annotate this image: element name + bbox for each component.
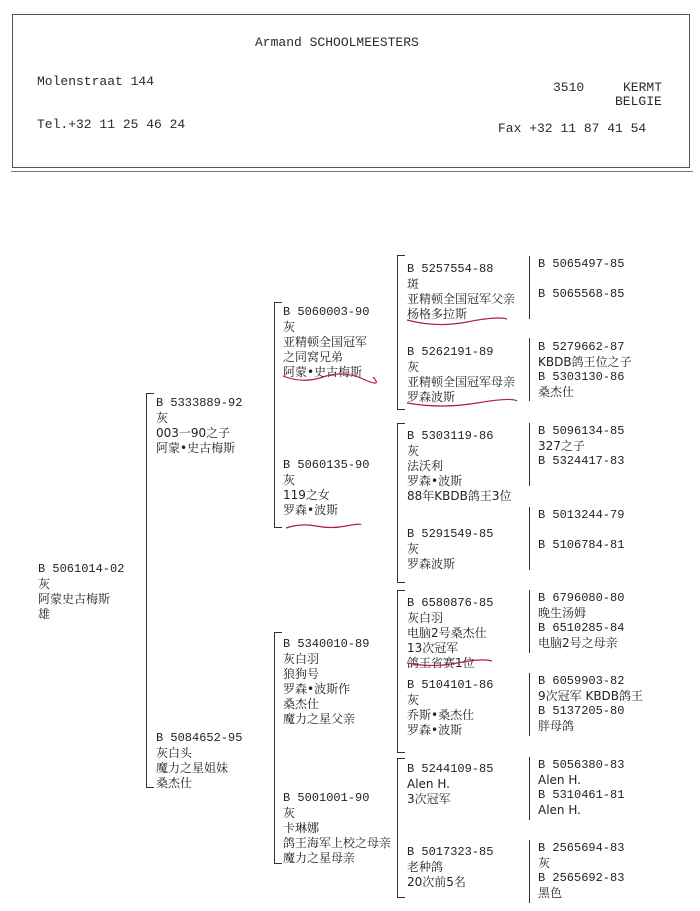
great-grandparent-2 (407, 345, 515, 405)
sire-info-line: 灰 (156, 411, 169, 425)
ring-number: B 5303119-86 (407, 429, 494, 443)
ring-number: B 6510285-84 (538, 621, 625, 635)
sire-info-line: 阿蒙•史古梅斯 (156, 441, 236, 455)
ring-number: B 5279662-87 (538, 340, 625, 354)
info-line: 狼狗号 (283, 667, 320, 681)
info-line: KBDB鸽王位之子 (538, 355, 632, 369)
bracket-gen1 (146, 393, 147, 788)
dam (156, 731, 242, 791)
info-line: 魔力之星母亲 (283, 851, 356, 865)
great-grandparent-1 (407, 262, 515, 322)
info-line: 9次冠军 KBDB鸽王 (538, 689, 644, 703)
ring-number: B 5060135-90 (283, 458, 370, 472)
info-line: 杨格多拉斯 (407, 307, 468, 321)
telephone: Tel.+32 11 25 46 24 (37, 117, 186, 132)
subject-name: 阿蒙史古梅斯 (38, 592, 111, 606)
info-line: 13次冠军 (407, 641, 459, 655)
dam-info-line: 灰白头 (156, 746, 193, 760)
bracket-gen3 (397, 758, 398, 898)
gggp-group-8 (538, 841, 624, 901)
info-line: 乔斯•桑杰仕 (407, 708, 475, 722)
bracket-tick (146, 787, 154, 788)
ring-number: B 5096134-85 (538, 424, 625, 438)
info-line: 灰 (283, 320, 296, 334)
dam-info-line: 桑杰仕 (156, 776, 193, 790)
country: BELGIE (615, 94, 662, 109)
great-grandparent-5 (407, 596, 493, 671)
gggp-group-2 (538, 340, 632, 400)
dam-ring-number: B 5084652-95 (156, 731, 243, 745)
info-line: 鸽王海军上校之母亲 (283, 836, 392, 850)
subject-bird (38, 562, 124, 622)
bracket-tick (397, 409, 405, 410)
info-line: 亚精顿全国冠军 (283, 335, 368, 349)
info-line: 罗森•波斯作 (283, 682, 351, 696)
info-line: 卡琳娜 (283, 821, 320, 835)
grandparent-3 (283, 637, 369, 727)
info-line: 灰白羽 (283, 652, 320, 666)
ring-number: B 6580876-85 (407, 596, 494, 610)
subject-sex: 雄 (38, 607, 51, 621)
gggp-group-5 (538, 591, 624, 651)
bracket-tick (274, 632, 282, 633)
info-line: 3次冠军 (407, 792, 451, 806)
ring-number: B 5137205-80 (538, 704, 625, 718)
ring-number: B 5340010-89 (283, 637, 370, 651)
ring-number: B 5257554-88 (407, 262, 494, 276)
sire (156, 396, 242, 456)
bracket-tick (397, 590, 405, 591)
bracket-gen4 (529, 757, 530, 820)
info-line: 法沃利 (407, 459, 444, 473)
grandparent-2 (283, 458, 369, 518)
great-grandparent-4 (407, 527, 493, 572)
bracket-tick (397, 758, 405, 759)
ring-number: B 5065568-85 (538, 287, 625, 301)
street-address: Molenstraat 144 (37, 74, 155, 89)
bracket-gen3 (397, 255, 398, 410)
info-line: 老种鸽 (407, 860, 444, 874)
info-line: 灰 (407, 444, 420, 458)
info-line: 20次前5名 (407, 875, 466, 889)
info-line: 88年KBDB鸽王3位 (407, 489, 512, 503)
info-line: 电脑2号之母亲 (538, 636, 618, 650)
ring-number: B 5106784-81 (538, 538, 625, 552)
bracket-gen4 (529, 423, 530, 486)
great-grandparent-8 (407, 845, 493, 890)
bracket-gen3 (397, 423, 398, 583)
bracket-gen4 (529, 507, 530, 570)
sire-ring-number: B 5333889-92 (156, 396, 243, 410)
info-line: 鸽王省赛1位 (407, 656, 475, 670)
bracket-tick (146, 393, 154, 394)
info-line: 魔力之星父亲 (283, 712, 356, 726)
info-line: Alen H. (538, 773, 581, 787)
ring-number: B 6059903-82 (538, 674, 625, 688)
underline-mark (286, 524, 361, 528)
info-line: 灰 (283, 473, 296, 487)
info-line: 灰 (407, 542, 420, 556)
info-line: 灰白羽 (407, 611, 444, 625)
bracket-gen4 (529, 840, 530, 903)
gggp-group-6 (538, 674, 643, 734)
bracket-tick (274, 302, 282, 303)
bracket-tick (274, 527, 282, 528)
ring-number: B 2565694-83 (538, 841, 625, 855)
postcode: 3510 (553, 80, 585, 95)
ring-number: B 5291549-85 (407, 527, 494, 541)
info-line: 电脑2号桑杰仕 (407, 626, 487, 640)
grandparent-1 (283, 305, 369, 380)
bracket-gen3 (397, 590, 398, 753)
subject-ring-number: B 5061014-02 (38, 562, 125, 576)
info-line: 罗森•波斯 (283, 503, 339, 517)
ring-number: B 5060003-90 (283, 305, 370, 319)
city: KERMT (623, 80, 663, 95)
info-line: 阿蒙•史古梅斯 (283, 365, 363, 379)
info-line: 晚生汤姆 (538, 606, 587, 620)
info-line: 灰 (538, 856, 551, 870)
ring-number: B 5310461-81 (538, 788, 625, 802)
bracket-gen4 (529, 338, 530, 401)
info-line: 黑色 (538, 886, 563, 900)
info-line: 之同窝兄弟 (283, 350, 344, 364)
info-line: 罗森•波斯 (407, 723, 463, 737)
ring-number: B 5065497-85 (538, 257, 625, 271)
ring-number: B 5056380-83 (538, 758, 625, 772)
ring-number: B 5324417-83 (538, 454, 625, 468)
info-line: 灰 (407, 693, 420, 707)
info-line: 亚精顿全国冠军母亲 (407, 375, 516, 389)
grandparent-4 (283, 791, 391, 866)
info-line: 胖母鸽 (538, 719, 575, 733)
bracket-gen2-sire (274, 302, 275, 528)
info-line: 327之子 (538, 439, 585, 453)
info-line: Alen H. (407, 777, 450, 791)
ring-number: B 5303130-86 (538, 370, 625, 384)
bracket-gen2-dam (274, 632, 275, 864)
letterhead-box (12, 14, 690, 168)
bracket-tick (397, 582, 405, 583)
info-line: 罗森•波斯 (407, 474, 463, 488)
gggp-group-1 (538, 257, 624, 302)
spacer (538, 523, 624, 538)
bracket-tick (397, 255, 405, 256)
dam-info-line: 魔力之星姐妹 (156, 761, 229, 775)
info-line: 桑杰仕 (283, 697, 320, 711)
gggp-group-4 (538, 508, 624, 553)
info-line: 119之女 (283, 488, 330, 502)
info-line: 亚精顿全国冠军父亲 (407, 292, 516, 306)
info-line: 斑 (407, 277, 420, 291)
bracket-gen4 (529, 673, 530, 736)
ring-number: B 5001001-90 (283, 791, 370, 805)
owner-name: Armand SCHOOLMEESTERS (255, 35, 419, 50)
fax: Fax +32 11 87 41 54 (498, 121, 647, 136)
ring-number: B 2565692-83 (538, 871, 625, 885)
gggp-group-3 (538, 424, 624, 469)
bracket-tick (274, 863, 282, 864)
bracket-gen4 (529, 256, 530, 319)
great-grandparent-3 (407, 429, 511, 504)
spacer (538, 272, 624, 287)
great-grandparent-6 (407, 678, 493, 738)
ring-number: B 5013244-79 (538, 508, 625, 522)
info-line: Alen H. (538, 803, 581, 817)
info-line: 罗森波斯 (407, 557, 456, 571)
info-line: 灰 (283, 806, 296, 820)
info-line: 桑杰仕 (538, 385, 575, 399)
ring-number: B 5262191-89 (407, 345, 494, 359)
bracket-tick (397, 897, 405, 898)
bracket-tick (397, 423, 405, 424)
ring-number: B 6796080-80 (538, 591, 625, 605)
info-line: 灰 (407, 360, 420, 374)
great-grandparent-7 (407, 762, 493, 807)
subject-color: 灰 (38, 577, 51, 591)
ring-number: B 5104101-86 (407, 678, 494, 692)
sire-info-line: 003一90之子 (156, 426, 231, 440)
ring-number: B 5017323-85 (407, 845, 494, 859)
bracket-gen4 (529, 590, 530, 653)
ring-number: B 5244109-85 (407, 762, 494, 776)
gggp-group-7 (538, 758, 624, 818)
bracket-tick (397, 752, 405, 753)
info-line: 罗森波斯 (407, 390, 456, 404)
